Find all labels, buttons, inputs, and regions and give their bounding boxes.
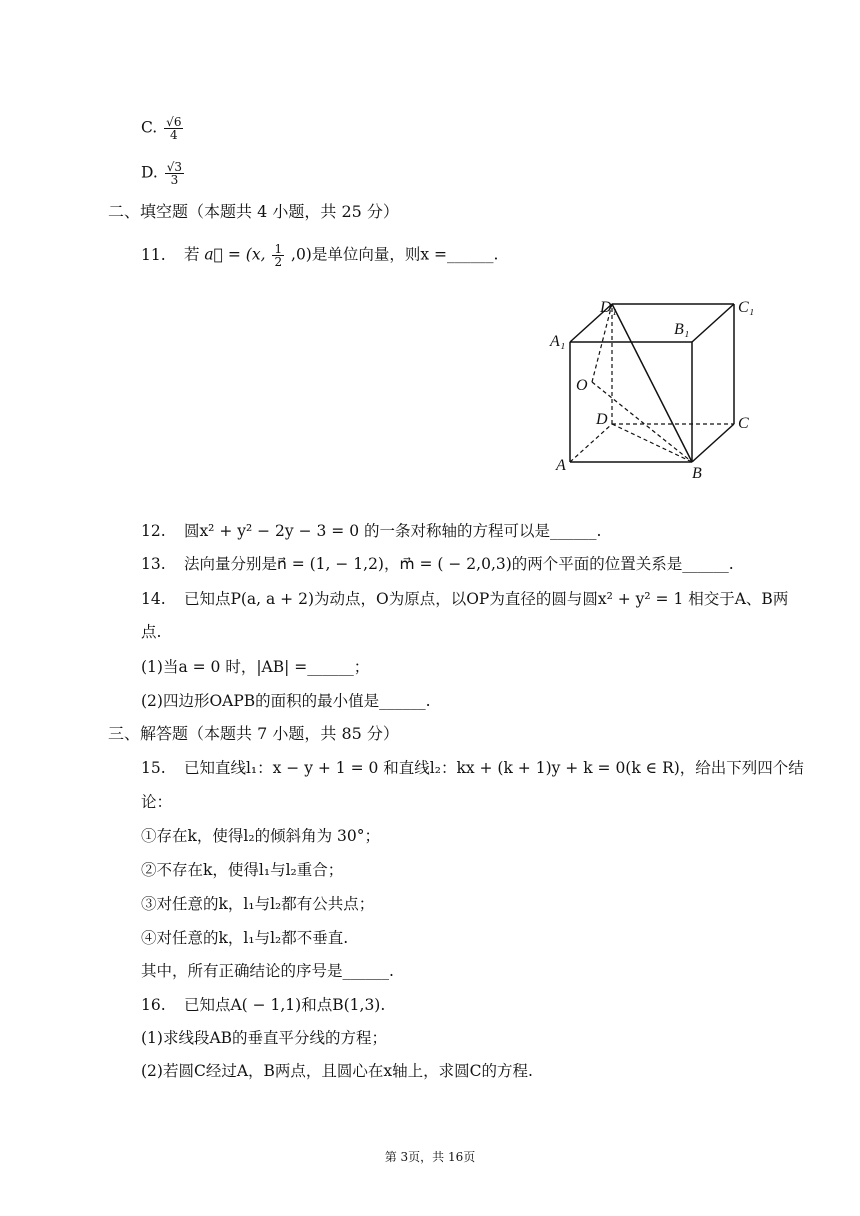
q11-number: 11.: [141, 245, 166, 264]
edge-c1-b1: [692, 304, 734, 342]
q14-number: 14.: [141, 590, 166, 608]
q11-frac-den: 2: [274, 255, 283, 269]
question-14-line2: 点.: [141, 623, 162, 641]
label-a: A: [556, 457, 566, 474]
option-d-denominator: 3: [170, 173, 179, 187]
option-c-numerator: √6: [166, 115, 182, 129]
hidden-edge-a-d: [570, 424, 612, 462]
q15-question: 其中，所有正确结论的序号是______.: [141, 962, 394, 980]
q15-statement-3: ③对任意的k，l₁与l₂都有公共点；: [141, 895, 375, 913]
q16-line1: 已知点A( − 1,1)和点B(1,3).: [183, 996, 386, 1014]
option-d-label: D.: [141, 163, 158, 182]
question-14-part1: (1)当a = 0 时，|AB| =______；: [141, 658, 370, 676]
label-c1: C₁: [738, 300, 755, 316]
q12-text: 圆x² + y² − 2y − 3 = 0 的一条对称轴的方程可以是______.: [183, 522, 602, 540]
option-d-fraction: [165, 161, 184, 186]
q15-line1: 已知直线l₁：x − y + 1 = 0 和直线l₂：kx + (k + 1)y + k = 0(k ∈ R)，给出下列四个结: [183, 759, 804, 777]
section-2-title: 二、填空题（本题共 4 小题，共 25 分）: [108, 202, 399, 221]
q15-statement-1: ①存在k，使得l₂的倾斜角为 30°；: [141, 827, 380, 845]
option-d-numerator: √3: [166, 160, 183, 174]
q11-pre: 若: [183, 245, 200, 264]
q11-fraction: [272, 243, 284, 268]
q11-frac-num: 1: [274, 242, 283, 256]
question-12: [141, 520, 601, 542]
section-3-title: 三、解答题（本题共 7 小题，共 85 分）: [108, 724, 399, 743]
edge-c-b: [692, 424, 734, 462]
label-a1: A₁: [550, 333, 566, 350]
option-c-denominator: 4: [169, 128, 178, 142]
q15-statement-2: ②不存在k，使得l₁与l₂重合；: [141, 861, 344, 879]
question-11: [141, 243, 498, 268]
question-16-part2: (2)若圆C经过A，B两点，且圆心在x轴上，求圆C的方程.: [141, 1062, 533, 1080]
q11-vector: a⃗ = (x,: [204, 245, 266, 264]
q12-number: 12.: [141, 522, 166, 540]
option-c: [141, 116, 185, 141]
cube-figure: [540, 300, 780, 490]
q15-statement-4: ④对任意的k，l₁与l₂都不垂直.: [141, 929, 349, 947]
label-b: B: [692, 465, 702, 482]
question-16-line1: [141, 994, 385, 1016]
label-d1: D₁: [600, 300, 618, 316]
option-d: [141, 161, 186, 186]
question-15-line2: 论：: [141, 793, 173, 811]
option-c-label: C.: [141, 118, 158, 137]
q16-number: 16.: [141, 996, 166, 1014]
hidden-edge-d-b: [612, 424, 692, 462]
label-c: C: [738, 415, 749, 432]
q11-post: ,0)是单位向量，则x =______.: [291, 245, 499, 264]
label-b1: B₁: [674, 321, 690, 338]
q15-number: 15.: [141, 759, 166, 777]
option-c-fraction: [164, 116, 183, 141]
question-14-part2: (2)四边形OAPB的面积的最小值是______.: [141, 692, 431, 710]
q13-text: 法向量分别是n⃗ = (1, − 1,2)，m⃗ = ( − 2,0,3)的两个平面的位置关系是______.: [183, 555, 734, 573]
q13-number: 13.: [141, 555, 166, 573]
label-o: O: [576, 377, 588, 394]
page-footer: 第 3页，共 16页: [384, 1150, 476, 1164]
question-16-part1: (1)求线段AB的垂直平分线的方程；: [141, 1029, 388, 1047]
question-14-line1: [141, 588, 788, 610]
q14-line1: 已知点P(a, a + 2)为动点，O为原点，以OP为直径的圆与圆x² + y² = 1 相交于A、B两: [183, 590, 789, 608]
question-13: [141, 553, 734, 575]
label-d: D: [596, 411, 608, 428]
question-15-line1: [141, 757, 804, 779]
